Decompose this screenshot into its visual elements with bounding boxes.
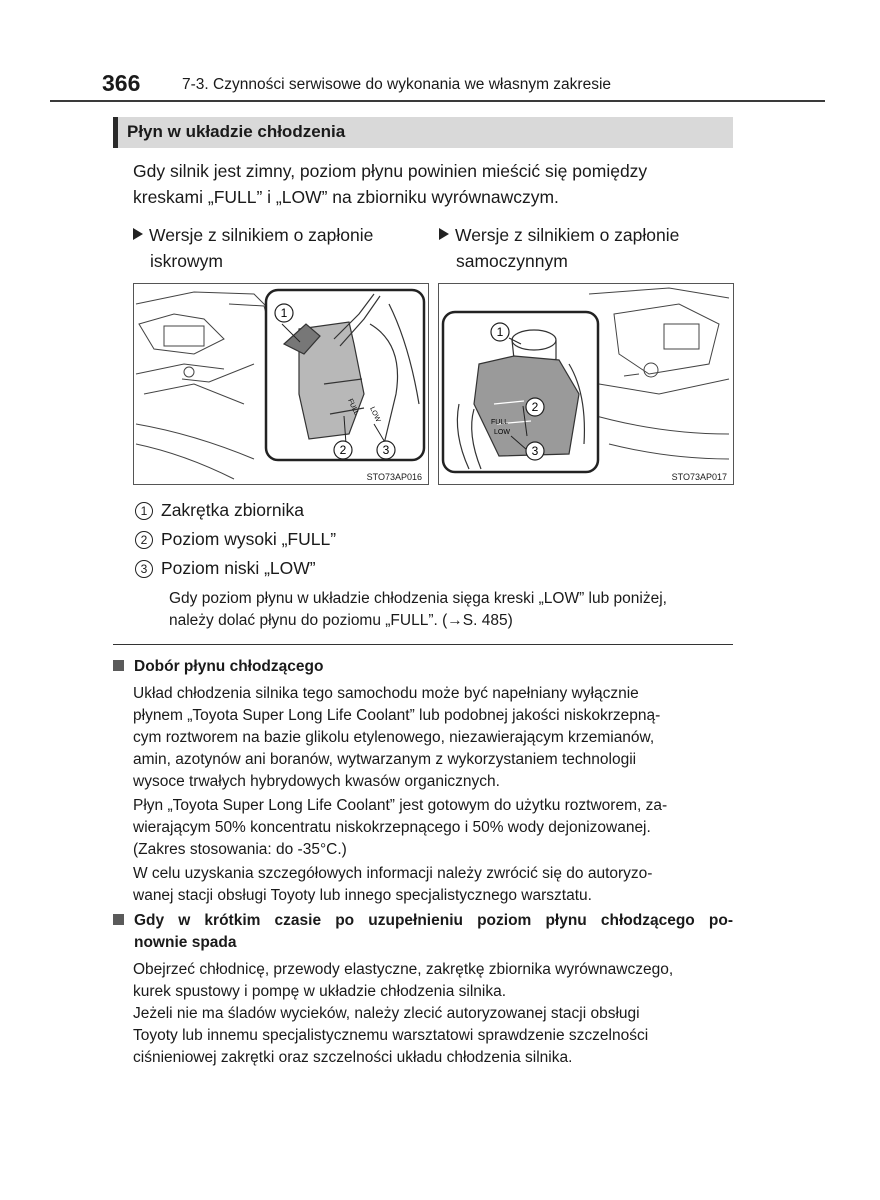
text-line: Układ chłodzenia silnika tego samochodu może być napełniany wyłącznie <box>133 685 639 702</box>
section-header: 7-3. Czynności serwisowe do wykonania we własnym zakresie <box>182 76 612 93</box>
full-mark-label: FULL <box>346 397 360 417</box>
callout-number: 2 <box>135 531 153 549</box>
page-number: 366 <box>102 70 141 96</box>
low-mark-label: LOW <box>494 429 510 436</box>
square-bullet-icon <box>113 914 124 925</box>
text-line: kurek spustowy i pompę w układzie chłodzenia silnika. <box>133 983 507 1000</box>
intro-line: kreskami „FULL” i „LOW” na zbiorniku wyrównawczym. <box>133 187 559 207</box>
triangle-bullet-icon <box>439 228 449 240</box>
text-line: Toyoty lub innemu specjalistycznemu warsztatowi sprawdzenie szczelności <box>133 1027 649 1044</box>
paragraph <box>133 683 733 793</box>
marker-2: 2 <box>339 443 347 457</box>
header-divider <box>50 100 825 102</box>
callout-text: Zakrętka zbiornika <box>161 500 304 520</box>
low-mark-label: LOW <box>368 405 382 424</box>
subsection-heading-text: Gdy w krótkim czasie po uzupełnieniu poziom płynu chłodzącego po- <box>134 912 733 929</box>
variant-left <box>133 222 423 274</box>
paragraph <box>133 795 733 861</box>
note-line: Gdy poziom płynu w układzie chłodzenia sięga kreski „LOW” lub poniżej, <box>169 590 667 607</box>
callout-text: Poziom niski „LOW” <box>161 558 316 578</box>
callout-item <box>135 500 304 521</box>
engine-bay-illustration <box>134 284 428 484</box>
callout-item <box>135 529 336 550</box>
intro-paragraph <box>133 158 733 210</box>
text-line: Obejrzeć chłodnicę, przewody elastyczne, zakrętkę zbiornika wyrównawczego, <box>133 961 674 978</box>
text-line: Płyn „Toyota Super Long Life Coolant” jest gotowym do użytku roztworem, za- <box>133 797 668 814</box>
marker-2: 2 <box>531 400 539 414</box>
variant-left-line2: iskrowym <box>150 251 223 271</box>
subsection-heading <box>113 656 323 678</box>
paragraph <box>133 863 733 907</box>
text-line: wierającym 50% koncentratu niskokrzepnącego i 50% wody dejonizowanej. <box>133 819 651 836</box>
variant-right-line1: Wersje z silnikiem o zapłonie <box>455 225 680 245</box>
subsection-heading-text: nownie spada <box>134 934 237 951</box>
text-line: Jeżeli nie ma śladów wycieków, należy zlecić autoryzowanej stacji obsługi <box>133 1005 640 1022</box>
text-line: (Zakres stosowania: do -35°C.) <box>133 841 347 858</box>
variant-right <box>439 222 729 274</box>
section-divider <box>113 644 733 645</box>
marker-1: 1 <box>496 325 504 339</box>
note-paragraph <box>169 588 734 632</box>
note-line: należy dolać płynu do poziomu „FULL”. (→S. 485) <box>169 612 513 629</box>
subsection-heading <box>113 910 733 954</box>
text-line: wanej stacji obsługi Toyoty lub innego specjalistycznego warsztatu. <box>133 887 592 904</box>
text-line: wysoce trwałych hybrydowych kwasów organicznych. <box>133 773 500 790</box>
marker-3: 3 <box>531 444 539 458</box>
text-line: ciśnieniowej zakrętki oraz szczelności układu chłodzenia silnika. <box>133 1049 573 1066</box>
engine-bay-illustration <box>439 284 733 484</box>
intro-line: Gdy silnik jest zimny, poziom płynu powinien mieścić się pomiędzy <box>133 161 648 181</box>
section-title-bar <box>113 117 733 148</box>
figure-diesel-engine <box>438 283 734 485</box>
section-title: Płyn w układzie chłodzenia <box>127 122 346 141</box>
figure-gasoline-engine <box>133 283 429 485</box>
text-line: cym roztworem na bazie glikolu etylenowego, niezawierającym krzemianów, <box>133 729 655 746</box>
marker-1: 1 <box>280 306 288 320</box>
text-line: amin, azotynów ani boranów, wytwarzanym z wykorzystaniem technologii <box>133 751 637 768</box>
callout-number: 1 <box>135 502 153 520</box>
full-mark-label: FULL <box>491 419 509 426</box>
variant-left-line1: Wersje z silnikiem o zapłonie <box>149 225 374 245</box>
figure-code: STO73AP016 <box>366 472 422 482</box>
callout-item <box>135 558 316 579</box>
subsection-heading-text: Dobór płynu chłodzącego <box>134 658 324 675</box>
callout-text: Poziom wysoki „FULL” <box>161 529 337 549</box>
figure-code: STO73AP017 <box>671 472 727 482</box>
square-bullet-icon <box>113 660 124 671</box>
callout-number: 3 <box>135 560 153 578</box>
marker-3: 3 <box>382 443 390 457</box>
paragraph <box>133 959 733 1069</box>
triangle-bullet-icon <box>133 228 143 240</box>
text-line: płynem „Toyota Super Long Life Coolant” lub podobnej jakości niskokrzepną- <box>133 707 661 724</box>
variant-right-line2: samoczynnym <box>456 251 568 271</box>
text-line: W celu uzyskania szczegółowych informacji należy zwrócić się do autoryzo- <box>133 865 653 882</box>
